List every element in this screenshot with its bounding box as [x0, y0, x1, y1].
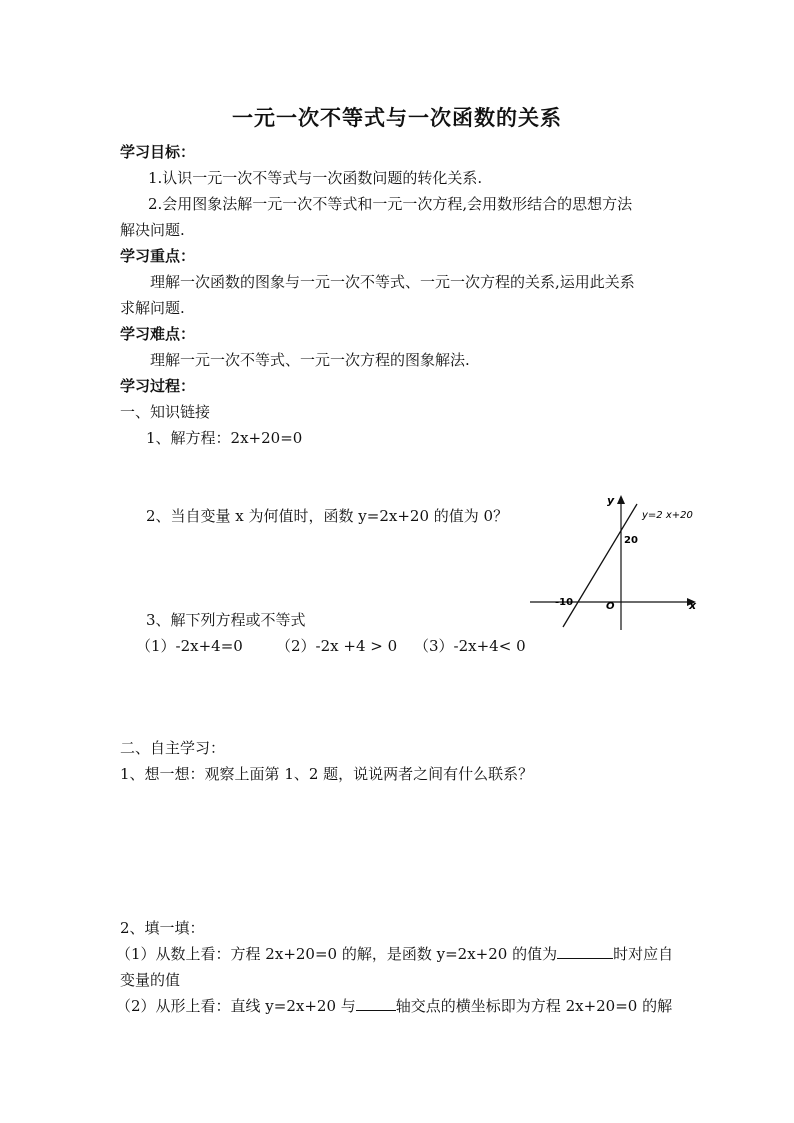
question-1: 1、解方程：2x+20=0 — [146, 429, 303, 447]
line-label: y=2 x+20 — [642, 510, 693, 521]
page-title: 一元一次不等式与一次函数的关系 — [232, 105, 562, 130]
key-points-line-1: 理解一次函数的图象与一元一次不等式、一元一次方程的关系,运用此关系 — [150, 273, 635, 291]
think-question: 1、想一想：观察上面第 1、2 题，说说两者之间有什么联系？ — [120, 765, 534, 783]
objective-2-cont: 解决问题. — [120, 221, 185, 239]
fill-2-text-b: 轴交点的横坐标即为方程 2x+20=0 的解 — [395, 997, 673, 1015]
y-intercept-label: 20 — [624, 535, 638, 546]
fill-question-1-cont: 变量的值 — [120, 971, 181, 989]
key-points-heading: 学习重点： — [120, 247, 196, 265]
question-3-part-2: （2）-2x +4 > 0 — [276, 637, 398, 655]
answer-blank-1[interactable] — [557, 944, 613, 959]
function-graph — [524, 488, 704, 634]
key-points-line-2: 求解问题. — [120, 299, 185, 317]
fill-1-text-a: （1）从数上看：方程 2x+20=0 的解，是函数 y=2x+20 的值为 — [116, 945, 558, 963]
section-1-title: 一、知识链接 — [120, 403, 211, 421]
function-line — [563, 504, 637, 627]
difficulties-line-1: 理解一元一次不等式、一元一次方程的图象解法. — [150, 351, 470, 369]
question-3-part-3: （3）-2x+4< 0 — [414, 637, 526, 655]
process-heading: 学习过程： — [120, 377, 196, 395]
answer-blank-2[interactable] — [356, 996, 396, 1011]
y-axis-arrow — [617, 495, 625, 504]
objectives-heading: 学习目标： — [120, 143, 196, 161]
objective-1: 1.认识一元一次不等式与一次函数问题的转化关系. — [148, 169, 483, 187]
difficulties-heading: 学习难点： — [120, 325, 196, 343]
section-2-title: 二、自主学习： — [120, 739, 226, 757]
x-intercept-label: -10 — [555, 597, 574, 608]
question-3-part-1: （1）-2x+4=0 — [136, 637, 243, 655]
question-2: 2、当自变量 x 为何值时，函数 y=2x+20 的值为 0？ — [146, 507, 509, 525]
fill-question-1 — [116, 944, 673, 964]
fill-1-text-b: 时对应自 — [613, 945, 674, 963]
x-axis-label: x — [689, 599, 697, 612]
origin-label: O — [606, 601, 615, 612]
y-axis-label: y — [607, 494, 615, 507]
fill-title: 2、填一填： — [120, 919, 205, 937]
objective-2: 2.会用图象法解一元一次不等式和一元一次方程,会用数形结合的思想方法 — [148, 195, 633, 213]
fill-2-text-a: （2）从形上看：直线 y=2x+20 与 — [116, 997, 356, 1015]
question-3: 3、解下列方程或不等式 — [146, 611, 306, 629]
fill-question-2 — [116, 996, 672, 1016]
